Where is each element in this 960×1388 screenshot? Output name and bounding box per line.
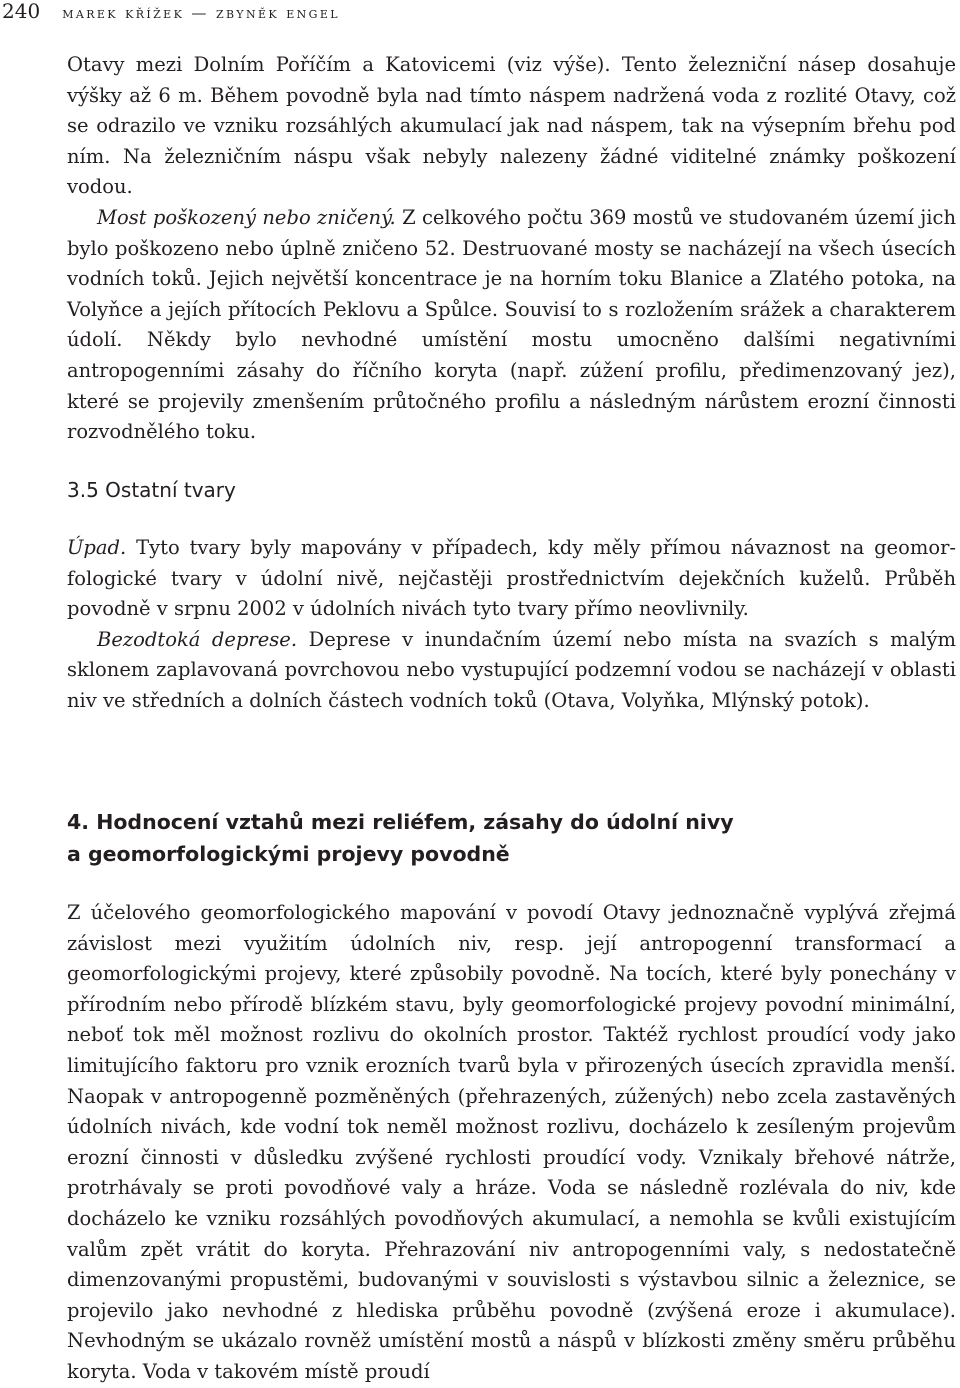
section-heading-3-5: 3.5 Ostatní tvary <box>67 478 236 502</box>
text-block-chapter-4 <box>67 898 956 1388</box>
paragraph-lead-depression: Bezodtoká deprese. <box>97 627 298 651</box>
paragraph-depression <box>67 625 956 717</box>
chapter-heading-line-1: 4. Hodnocení vztahů mezi reliéfem, zásahy do údolní nivy <box>67 810 734 834</box>
paragraph-chapter-4: Z účelového geomorfologického mapování v povodí Otavy jednoznačně vyplývá zřejmá závislost mezi využitím údolních niv, resp. její antropogenní transformací a geomorfologickými projevy, které způsobily povodně. Na tocích, které byly ponechány v přírodním nebo přírodě blízkém stavu, byly geomorfologické projevy povodní minimální, neboť tok měl možnost rozlivu do okolních prostor. Taktéž rychlost proudící vody jako limitujícího faktoru pro vznik erozních tvarů byla v přirozených úsecích zpravidla menší. Naopak v antropogenně pozměněných (přehrazených, zúžených) nebo zcela zastavěných údolních nivách, kde vodní tok neměl možnost rozlivu, docházelo k zesíleným projevům erozní činnosti v důsledku zvýšené rychlosti proudící vody. Vznikaly břehové nátrže, protrhávaly se proti povodňové valy a hráze. Voda se následně rozlévala do niv, kde docházelo ke vzniku rozsáhlých povodňových akumulací, a nemohla se kvůli existujícím valům zpět vrátit do koryta. Přehrazování niv antropogenními valy, s nedostatečně dimenzovanými propustěmi, budovanými v souvislosti s výstavbou silnic a železnice, se projevilo jako nevhodné z hlediska průběhu povodně (zvýšená eroze i akumulace). Nevhodným se ukázalo rovněž umístění mostů a náspů v blízkosti změny směru průběhu koryta. Voda v takovém místě proudí <box>67 901 956 1383</box>
paragraph-text-bridge: Z celkového počtu 369 mostů ve studovaném území jich bylo poškozeno nebo úplně zničeno 52. Destruované mosty se nacházejí na všech úsecích vodních toků. Jejich největší koncentrace je na horním toku Blanice a Zlatého potoka, na Volyňce a jejích přítocích Peklovu a Spůlce. Souvisí to s rozložením srážek a charakterem údolí. Někdy bylo nevhodné umístění mostu umocněno dalšími negativními antropogenními zásahy do říčního koryta (např. zúžení profilu, předimenzovaný jez), které se projevily zmenšením průtočného profilu a následným nárůstem erozní činnosti rozvodnělého toku. <box>67 205 956 444</box>
paragraph-upad <box>67 533 956 625</box>
text-block-top <box>67 50 956 448</box>
text-block-section-3-5 <box>67 533 956 717</box>
chapter-heading-line-2: a geomorfologickými projevy povodně <box>67 842 510 866</box>
running-head-authors: marek křížek — zbyněk engel <box>62 4 340 22</box>
running-head <box>0 0 960 32</box>
paragraph-railway-embankment: Otavy mezi Dolním Poříčím a Katovicemi (viz výše). Tento železniční násep dosahuje výšky až 6 m. Během povodně byla nad tímto náspem nadržená voda z rozlité Otavy, což se odrazilo ve vzniku rozsáhlých akumulací jak nad náspem, tak na výsepním břehu pod ním. Na železničním náspu však nebyly nalezeny žádné viditelné známky poškození vodou. <box>67 53 956 199</box>
paragraph-text-depression: Deprese v inundačním území nebo místa na svazích s malým sklonem zaplavovaná povrchovou nebo vystupující podzemní vodou se nacházejí v oblasti niv ve středních a dolních částech vodních toků (Otava, Volyňka, Mlýnský potok). <box>67 627 956 712</box>
paragraph-lead-bridge: Most poškozený nebo zničený. <box>97 205 396 229</box>
chapter-heading-4 <box>67 806 947 870</box>
paragraph-text-upad: Tyto tvary byly mapovány v případech, kdy měly přímou návaznost na geomorfologické tvary v údolní nivě, nejčastěji prostřednictvím dejekčních kuželů. Průběh povodně v srpnu 2002 v údolních nivách tyto tvary přímo neovlivnily. <box>67 536 956 621</box>
paragraph-bridge <box>67 203 956 448</box>
page-number: 240 <box>2 0 41 23</box>
paragraph-lead-upad: Úpad. <box>67 536 127 559</box>
